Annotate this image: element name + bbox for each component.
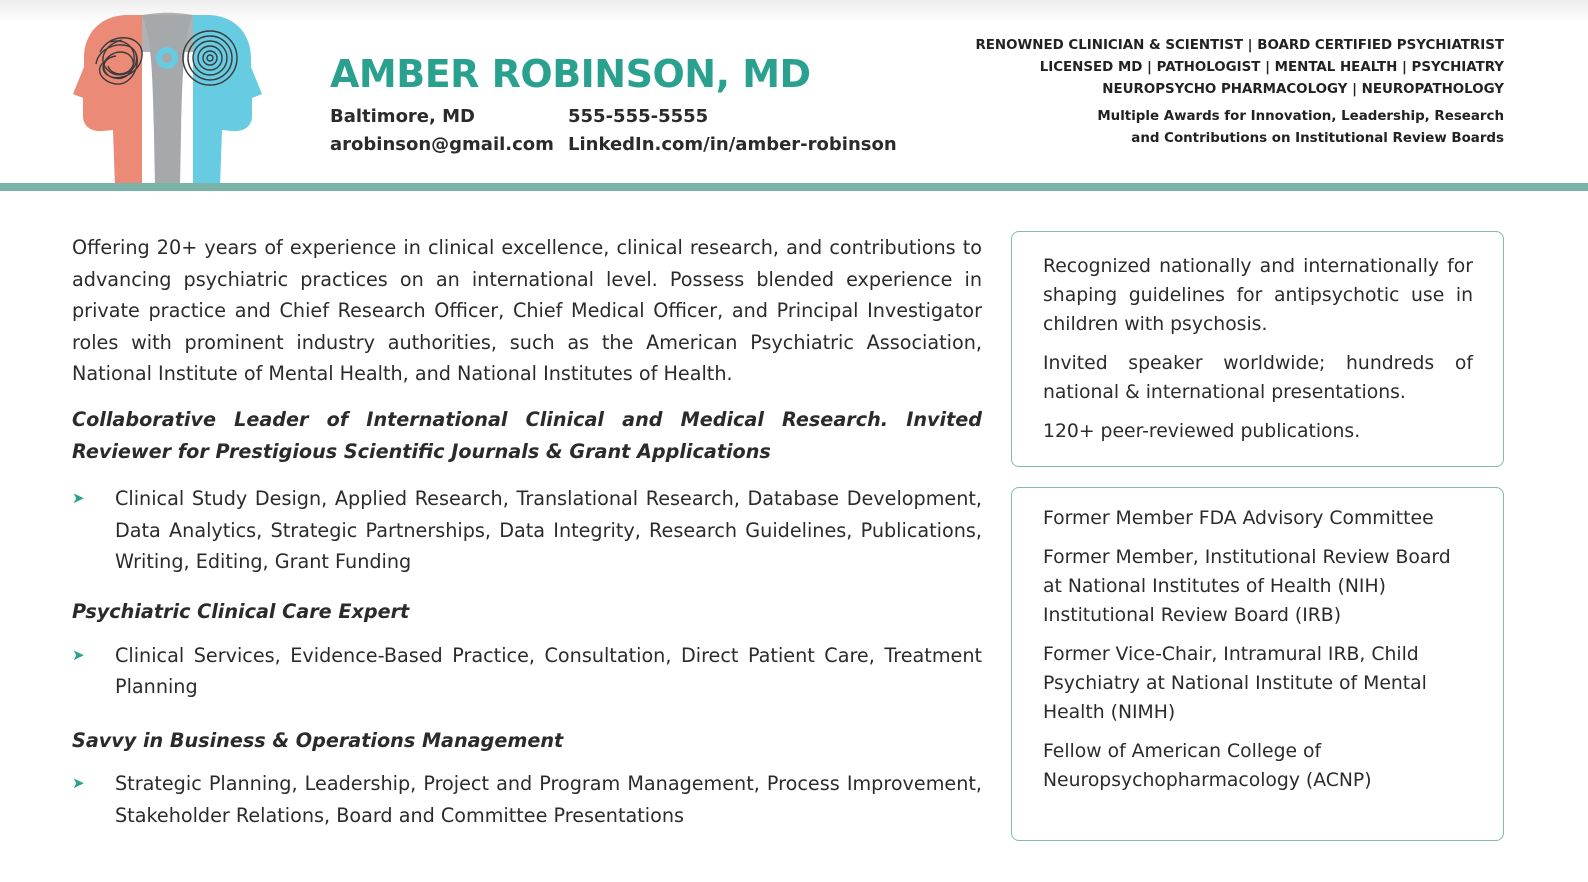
recognition-box: [1011, 231, 1504, 467]
main-column: [72, 232, 982, 832]
affiliations-box: [1011, 487, 1504, 841]
section-heading: Psychiatric Clinical Care Expert: [72, 599, 410, 623]
email-address: arobinson@gmail.com: [330, 134, 554, 155]
summary-paragraph: Offering 20+ years of experience in clinical excellence, clinical research, and contributions to advancing psychiatric practices on an international level. Possess blended experience in private practice and Chief Research Officer, Chief Medical Officer, and Principal Investigator roles with prominent industry authorities, such as the American Psychiatric Association, National Institute of Mental Health, and National Institutes of Health.: [72, 236, 982, 386]
header-divider: [0, 183, 1588, 191]
highlight-item: Invited speaker worldwide; hundreds of national & international presentations.: [1043, 353, 1473, 403]
highlight-item: Former Member FDA Advisory Committee: [1043, 508, 1434, 529]
highlight-item: Fellow of American College of Neuropsychopharmacology (ACNP): [1043, 741, 1372, 791]
bullet-text: Strategic Planning, Leadership, Project and Program Management, Process Improvement, Stakeholder Relations, Board and Committee Presentations: [115, 772, 982, 827]
list-item: [72, 640, 982, 703]
awards-line: Multiple Awards for Innovation, Leadership, Research: [1097, 109, 1504, 124]
awards-line: and Contributions on Institutional Review Boards: [1131, 131, 1504, 146]
tagline-line: RENOWNED CLINICIAN & SCIENTIST | BOARD CERTIFIED PSYCHIATRIST: [975, 38, 1504, 53]
linkedin-url: LinkedIn.com/in/amber-robinson: [568, 134, 897, 155]
arrow-bullet-icon: ➤: [72, 645, 85, 664]
highlight-item: Former Member, Institutional Review Board at National Institutes of Health (NIH) Institutional Review Board (IRB): [1043, 547, 1451, 626]
highlight-item: Former Vice-Chair, Intramural IRB, Child Psychiatry at National Institute of Mental Health (NIMH): [1043, 644, 1427, 723]
lead-statement: Collaborative Leader of International Clinical and Medical Research. Invited Reviewer for Prestigious Scientific Journals & Grant Applications: [72, 407, 982, 463]
location: Baltimore, MD: [330, 106, 475, 127]
professional-tagline: [975, 35, 1504, 101]
section-heading: Savvy in Business & Operations Management: [72, 728, 564, 752]
bullet-text: Clinical Services, Evidence-Based Practice, Consultation, Direct Patient Care, Treatment Planning: [115, 643, 982, 699]
two-heads-profile-icon: [70, 12, 265, 187]
candidate-name: AMBER ROBINSON, MD: [330, 52, 811, 96]
tagline-line: LICENSED MD | PATHOLOGIST | MENTAL HEALTH | PSYCHIATRY: [1039, 60, 1504, 75]
arrow-bullet-icon: ➤: [72, 489, 85, 508]
arrow-bullet-icon: ➤: [72, 774, 85, 793]
highlight-item: 120+ peer-reviewed publications.: [1043, 421, 1361, 442]
phone-number: 555-555-5555: [568, 106, 709, 127]
list-item: [72, 768, 982, 831]
awards-statement: [1097, 106, 1504, 150]
tagline-line: NEUROPSYCHO PHARMACOLOGY | NEUROPATHOLOGY: [1102, 82, 1504, 97]
list-item: [72, 483, 982, 578]
highlight-item: Recognized nationally and internationally for shaping guidelines for antipsychotic use in children with psychosis.: [1043, 256, 1473, 335]
bullet-text: Clinical Study Design, Applied Research, Translational Research, Database Development, Data Analytics, Strategic Partnerships, Data Integrity, Research Guidelines, Publications, Writing, Editing, Grant Funding: [115, 487, 982, 574]
